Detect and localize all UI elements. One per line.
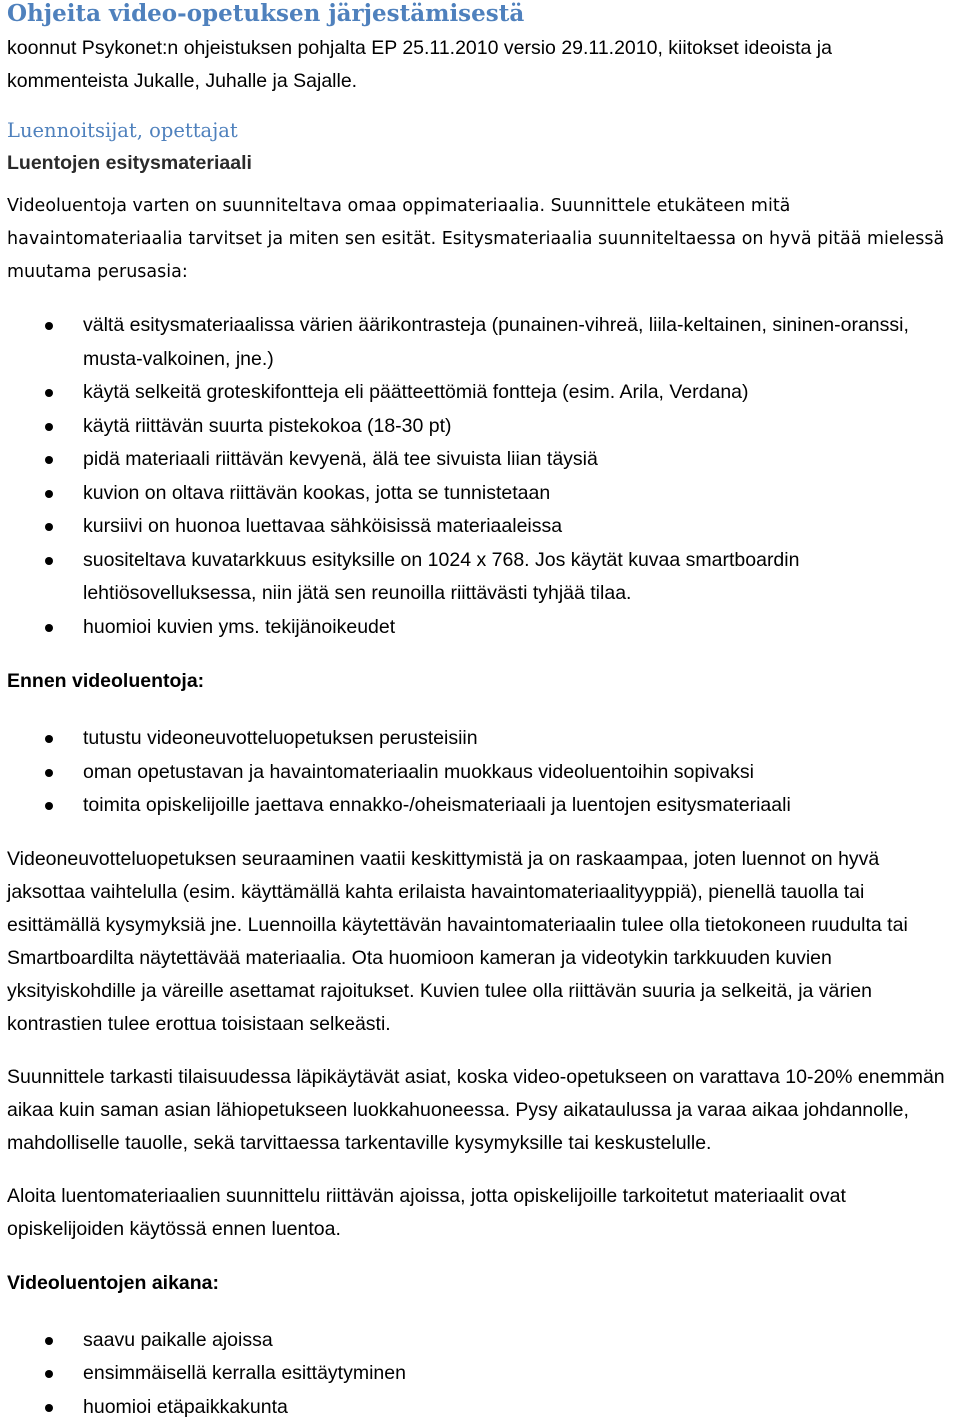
- list-item-text: pidä materiaali riittävän kevyenä, älä tee sivuista liian täysiä: [83, 448, 598, 470]
- list-item-text: suositeltava kuvatarkkuus esityksille on 1024 x 768. Jos käytät kuvaa smartboardin lehtiösovelluksessa, niin jätä sen reunoilla riittävästi tyhjää tilaa.: [83, 549, 799, 605]
- list-item: [7, 410, 957, 444]
- document-title: Ohjeita video-opetuksen järjestämisestä: [7, 0, 957, 28]
- document-meta: koonnut Psykonet:n ohjeistuksen pohjalta EP 25.11.2010 versio 29.11.2010, kiitokset ideoista ja kommenteista Jukalle, Juhalle ja Sajalle.: [7, 32, 957, 98]
- bullet-icon: [45, 389, 53, 397]
- list-item-text: ensimmäisellä kerralla esittäytyminen: [83, 1362, 406, 1384]
- material-tips-list: [7, 309, 957, 644]
- list-item: [7, 1324, 957, 1358]
- bullet-icon: [45, 1370, 53, 1378]
- paragraph-2: Videoneuvotteluopetuksen seuraaminen vaatii keskittymistä ja on raskaampaa, joten luennot on hyvä jaksottaa vaihtelulla (esim. käyttämällä kahta erilaista havaintomateriaalityyppiä), pienellä tauolla tai esittämällä kysymyksiä jne. Luennoilla käytettävän havaintomateriaalin tulee olla tietokoneen ruudulta tai Smartboardilta näytettävää materiaalia. Ota huomioon kameran ja videotykin tarkkuuden kuvien yksityiskohdille ja väreille asettamat rajoitukset. Kuvien tulee olla riittävän suuria ja selkeitä, ja värien kontrastien tulee erottua toisistaan selkeästi.: [7, 843, 957, 1041]
- list-item-text: kursiivi on huonoa luettavaa sähköisissä materiaaleissa: [83, 515, 562, 537]
- list-item: [7, 756, 957, 790]
- before-heading: Ennen videoluentoja:: [7, 668, 957, 694]
- paragraph-3: Suunnittele tarkasti tilaisuudessa läpikäytävät asiat, koska video-opetukseen on varattava 10-20% enemmän aikaa kuin saman asian lähiopetukseen luokkahuoneessa. Pysy aikataulussa ja varaa aikaa johdannolle, mahdolliselle tauolle, sekä tarvittaessa tarkentaville kysymyksille tai keskustelulle.: [7, 1061, 957, 1160]
- during-heading: Videoluentojen aikana:: [7, 1270, 957, 1296]
- list-item: [7, 544, 957, 611]
- bullet-icon: [45, 557, 53, 565]
- bullet-icon: [45, 423, 53, 431]
- bullet-icon: [45, 1404, 53, 1412]
- list-item: [7, 1391, 957, 1424]
- before-list: [7, 722, 957, 823]
- bullet-icon: [45, 1337, 53, 1345]
- list-item: [7, 611, 957, 645]
- bullet-icon: [45, 802, 53, 810]
- list-item-text: vältä esitysmateriaalissa värien äärikontrasteja (punainen-vihreä, liila-keltainen, sininen-oranssi, musta-valkoinen, jne.): [83, 314, 909, 370]
- list-item: [7, 477, 957, 511]
- list-item-text: oman opetustavan ja havaintomateriaalin muokkaus videoluentoihin sopivaksi: [83, 761, 754, 783]
- list-item: [7, 789, 957, 823]
- bullet-icon: [45, 735, 53, 743]
- list-item-text: toimita opiskelijoille jaettava ennakko-/oheismateriaali ja luentojen esitysmateriaali: [83, 794, 791, 816]
- list-item: [7, 1357, 957, 1391]
- section-heading: Luennoitsijat, opettajat: [7, 118, 957, 144]
- list-item-text: huomioi kuvien yms. tekijänoikeudet: [83, 616, 395, 638]
- list-item-text: huomioi etäpaikkakunta: [83, 1396, 288, 1418]
- list-item-text: käytä selkeitä groteskifontteja eli päätteettömiä fontteja (esim. Arila, Verdana): [83, 381, 749, 403]
- list-item: [7, 722, 957, 756]
- bullet-icon: [45, 456, 53, 464]
- bullet-icon: [45, 769, 53, 777]
- intro-paragraph: Videoluentoja varten on suunniteltava omaa oppimateriaalia. Suunnittele etukäteen mitä havaintomateriaalia tarvitset ja miten sen esität. Esitysmateriaalia suunniteltaessa on hyvä pitää mielessä muutama perusasia:: [7, 190, 957, 289]
- list-item: [7, 309, 957, 376]
- paragraph-4: Aloita luentomateriaalien suunnittelu riittävän ajoissa, jotta opiskelijoille tarkoitetut materiaalit ovat opiskelijoiden käytössä ennen luentoa.: [7, 1180, 957, 1246]
- list-item-text: käytä riittävän suurta pistekokoa (18-30 pt): [83, 415, 452, 437]
- list-item-text: saavu paikalle ajoissa: [83, 1329, 273, 1351]
- list-item: [7, 443, 957, 477]
- list-item: [7, 510, 957, 544]
- list-item-text: tutustu videoneuvotteluopetuksen perusteisiin: [83, 727, 478, 749]
- during-list: [7, 1324, 957, 1424]
- document-page: [7, 0, 957, 1424]
- list-item-text: kuvion on oltava riittävän kookas, jotta se tunnistetaan: [83, 482, 550, 504]
- subsection-heading: Luentojen esitysmateriaali: [7, 150, 957, 176]
- bullet-icon: [45, 490, 53, 498]
- list-item: [7, 376, 957, 410]
- bullet-icon: [45, 523, 53, 531]
- bullet-icon: [45, 624, 53, 632]
- bullet-icon: [45, 322, 53, 330]
